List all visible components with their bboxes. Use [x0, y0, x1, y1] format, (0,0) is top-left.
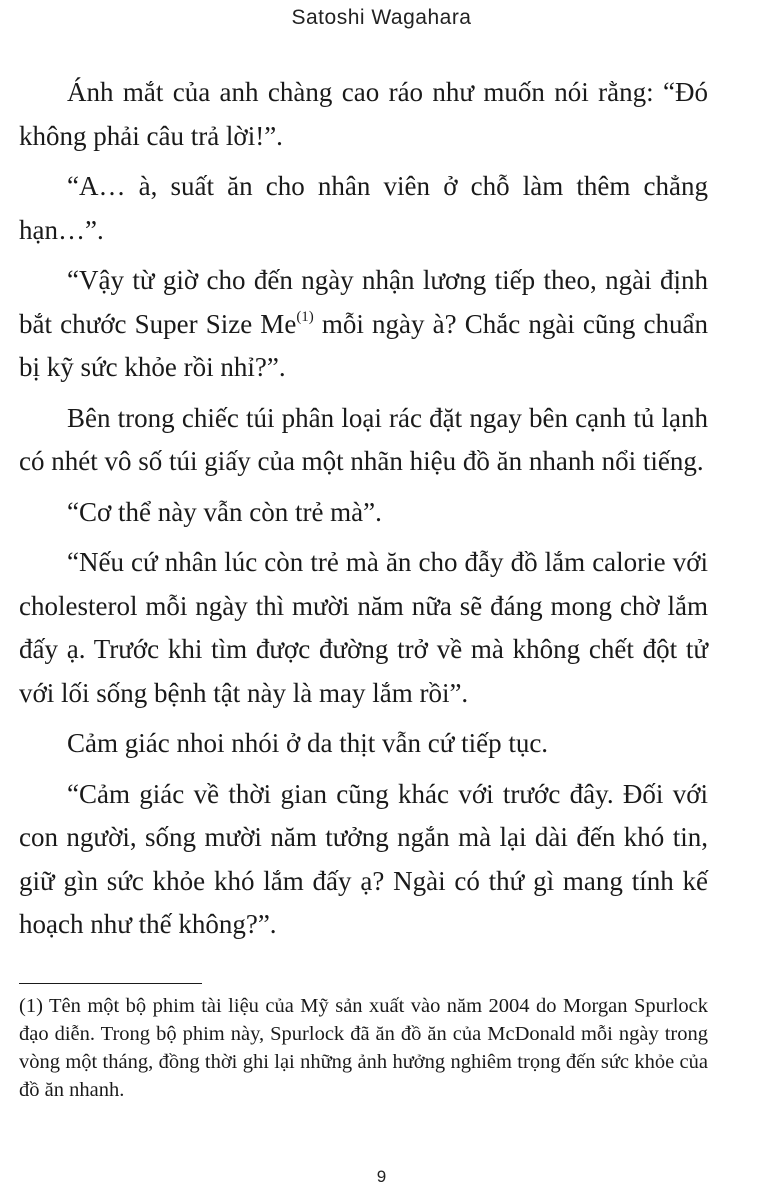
paragraph: “Nếu cứ nhân lúc còn trẻ mà ăn cho đẫy đồ lắm calorie với cholesterol mỗi ngày thì mười năm nữa sẽ đáng mong chờ lắm đấy ạ. Trước khi tìm được đường trở về mà không chết đột tử với lối sống bệnh tật này là may lắm rồi”.	[19, 547, 708, 708]
paragraph-text: “Vậy từ giờ cho đến ngày nhận lương tiếp theo, ngài định bắt chước Super Size Me	[19, 265, 708, 339]
paragraph: Bên trong chiếc túi phân loại rác đặt ngay bên cạnh tủ lạnh có nhét vô số túi giấy của một nhãn hiệu đồ ăn nhanh nổi tiếng.	[19, 402, 708, 476]
paragraph	[19, 259, 708, 390]
paragraph: “A… à, suất ăn cho nhân viên ở chỗ làm thêm chẳng hạn…”.	[19, 171, 708, 245]
running-header-author: Satoshi Wagahara	[291, 6, 472, 29]
footnote-reference: (1)	[296, 308, 314, 325]
paragraph: Cảm giác nhoi nhói ở da thịt vẫn cứ tiếp tục.	[67, 728, 549, 758]
paragraph-text: mỗi ngày à? Chắc ngài cũng chuẩn bị kỹ sức khỏe rồi nhỉ?”.	[19, 308, 708, 382]
body-text	[19, 71, 708, 947]
footnote: (1) Tên một bộ phim tài liệu của Mỹ sản xuất vào năm 2004 do Morgan Spurlock đạo diễn. Trong bộ phim này, Spurlock đã ăn đồ ăn của McDonald mỗi ngày trong vòng một tháng, đồng thời ghi lại những ảnh hưởng nghiêm trọng đến sức khỏe của đồ ăn nhanh.	[19, 995, 708, 1101]
paragraph: “Cơ thể này vẫn còn trẻ mà”.	[67, 496, 382, 527]
footnote-divider	[19, 983, 202, 984]
page-number: 9	[376, 1167, 387, 1186]
paragraph: Ánh mắt của anh chàng cao ráo như muốn nói rằng: “Đó không phải câu trả lời!”.	[19, 77, 708, 151]
paragraph: “Cảm giác về thời gian cũng khác với trước đây. Đối với con người, sống mười năm tưởng ngắn mà lại dài đến khó tin, giữ gìn sức khỏe khó lắm đấy ạ? Ngài có thứ gì mang tính kế hoạch như thế không?”.	[19, 778, 708, 939]
